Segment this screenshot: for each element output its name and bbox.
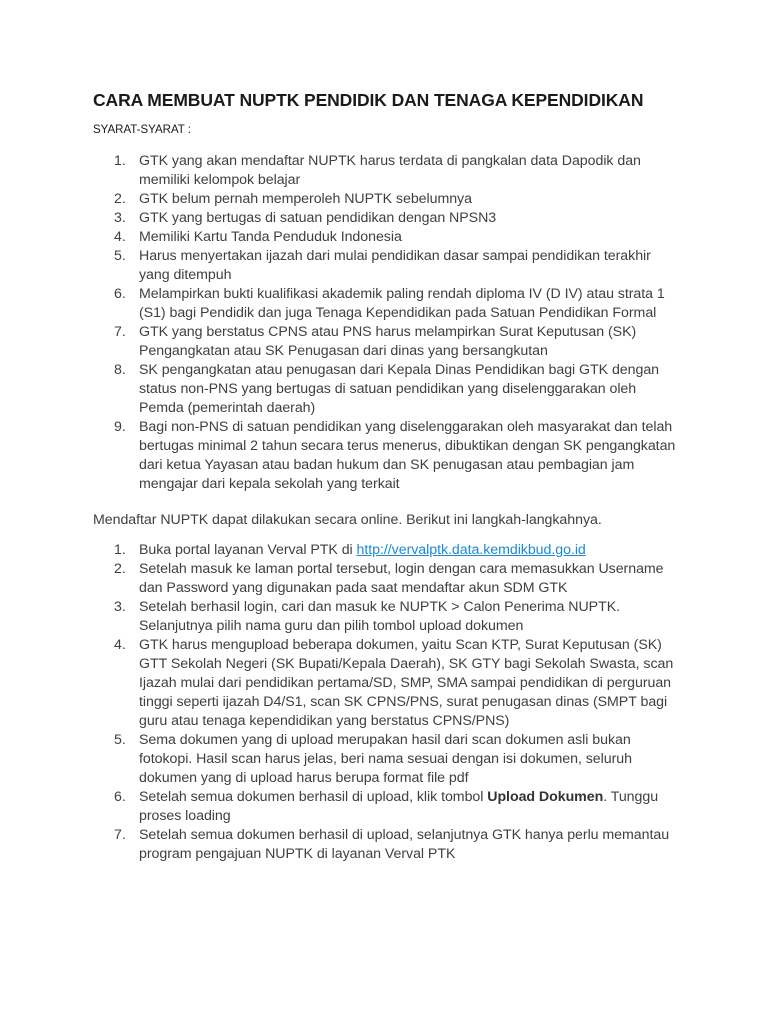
steps-list bbox=[93, 541, 683, 864]
list-item-number: 9. bbox=[114, 419, 126, 435]
list-item-number: 7. bbox=[114, 324, 126, 340]
list-item bbox=[93, 285, 683, 323]
list-item-text: SK pengangkatan atau penugasan dari Kepala Dinas Pendidikan bagi GTK dengan status non-PNS yang bertugas di satuan pendidikan yang diselenggarakan oleh Pemda (pemerintah daerah) bbox=[139, 362, 660, 416]
list-item-text: Memiliki Kartu Tanda Penduduk Indonesia bbox=[139, 229, 402, 245]
list-item bbox=[93, 247, 683, 285]
list-item-text: Bagi non-PNS di satuan pendidikan yang diselenggarakan oleh masyarakat dan telah bertugas minimal 2 tahun secara terus menerus, dibuktikan dengan SK pengangkatan dari ketua Yayasan atau badan hukum dan SK penugasan atau pembagian jam mengajar dari kepala sekolah yang terkait bbox=[139, 419, 676, 492]
upload-dokumen-emphasis: Upload Dokumen bbox=[487, 789, 604, 805]
list-item-number: 5. bbox=[114, 732, 126, 748]
verval-ptk-link[interactable]: http://vervalptk.data.kemdikbud.go.id bbox=[356, 542, 586, 558]
document-page bbox=[93, 88, 683, 864]
list-item bbox=[93, 418, 683, 494]
list-item-number: 5. bbox=[114, 248, 126, 264]
list-item-text: Setelah masuk ke laman portal tersebut, login dengan cara memasukkan Username dan Password yang digunakan pada saat mendaftar akun SDM GTK bbox=[139, 561, 664, 596]
list-item-text: Buka portal layanan Verval PTK di bbox=[139, 542, 357, 558]
list-item bbox=[93, 788, 683, 826]
list-item-text: GTK yang akan mendaftar NUPTK harus terdata di pangkalan data Dapodik dan memiliki kelompok belajar bbox=[139, 153, 641, 188]
list-item-number: 3. bbox=[114, 210, 126, 226]
list-item-number: 8. bbox=[114, 362, 126, 378]
list-item-number: 1. bbox=[114, 542, 126, 558]
document-title: CARA MEMBUAT NUPTK PENDIDIK DAN TENAGA KEPENDIDIKAN bbox=[93, 90, 644, 110]
requirements-heading: SYARAT-SYARAT : bbox=[93, 124, 191, 136]
list-item-text: Setelah semua dokumen berhasil di upload, klik tombol bbox=[139, 789, 488, 805]
list-item-text: GTK yang bertugas di satuan pendidikan dengan NPSN3 bbox=[139, 210, 497, 226]
list-item bbox=[93, 826, 683, 864]
list-item bbox=[93, 636, 683, 731]
list-item-number: 6. bbox=[114, 286, 126, 302]
list-item-text: GTK yang berstatus CPNS atau PNS harus melampirkan Surat Keputusan (SK) Pengangkatan atau SK Penugasan dari dinas yang bersangkutan bbox=[139, 324, 637, 359]
list-item-number: 3. bbox=[114, 599, 126, 615]
list-item-text: Setelah berhasil login, cari dan masuk ke NUPTK > Calon Penerima NUPTK. Selanjutnya pilih nama guru dan pilih tombol upload dokumen bbox=[139, 599, 621, 634]
list-item-text: GTK belum pernah memperoleh NUPTK sebelumnya bbox=[139, 191, 472, 207]
list-item bbox=[93, 560, 683, 598]
list-item-text-suffix: . Tunggu proses loading bbox=[139, 789, 659, 824]
list-item-text: Setelah semua dokumen berhasil di upload, selanjutnya GTK hanya perlu memantau program pengajuan NUPTK di layanan Verval PTK bbox=[139, 827, 670, 862]
requirements-list bbox=[93, 152, 683, 494]
list-item bbox=[93, 541, 683, 560]
list-item-number: 2. bbox=[114, 191, 126, 207]
list-item-number: 6. bbox=[114, 789, 126, 805]
list-item bbox=[93, 209, 683, 228]
list-item bbox=[93, 361, 683, 418]
list-item-text: Harus menyertakan ijazah dari mulai pendidikan dasar sampai pendidikan terakhir yang ditempuh bbox=[139, 248, 651, 283]
list-item-number: 2. bbox=[114, 561, 126, 577]
list-item bbox=[93, 731, 683, 788]
list-item-number: 4. bbox=[114, 637, 126, 653]
list-item bbox=[93, 323, 683, 361]
list-item-number: 4. bbox=[114, 229, 126, 245]
list-item bbox=[93, 152, 683, 190]
list-item-text: Melampirkan bukti kualifikasi akademik paling rendah diploma IV (D IV) atau strata 1 (S1) bagi Pendidik dan juga Tenaga Kependidikan pada Satuan Pendidikan Formal bbox=[139, 286, 665, 321]
list-item bbox=[93, 598, 683, 636]
list-item bbox=[93, 190, 683, 209]
list-item-number: 7. bbox=[114, 827, 126, 843]
list-item-number: 1. bbox=[114, 153, 126, 169]
list-item bbox=[93, 228, 683, 247]
list-item-text: Sema dokumen yang di upload merupakan hasil dari scan dokumen asli bukan fotokopi. Hasil scan harus jelas, beri nama sesuai dengan isi dokumen, seluruh dokumen yang di upload harus berupa format file pdf bbox=[139, 732, 632, 786]
list-item-text: GTK harus mengupload beberapa dokumen, yaitu Scan KTP, Surat Keputusan (SK) GTT Sekolah Negeri (SK Bupati/Kepala Daerah), SK GTY bagi Sekolah Swasta, scan Ijazah mulai dari pendidikan pertama/SD, SMP, SMA sampai pendidikan di perguruan tinggi seperti ijazah D4/S1, scan SK CPNS/PNS, surat penugasan dinas (SMPT bagi guru atau tenaga kependidikan yang berstatus CPNS/PNS) bbox=[139, 637, 674, 729]
intro-paragraph: Mendaftar NUPTK dapat dilakukan secara online. Berikut ini langkah-langkahnya. bbox=[93, 512, 602, 528]
